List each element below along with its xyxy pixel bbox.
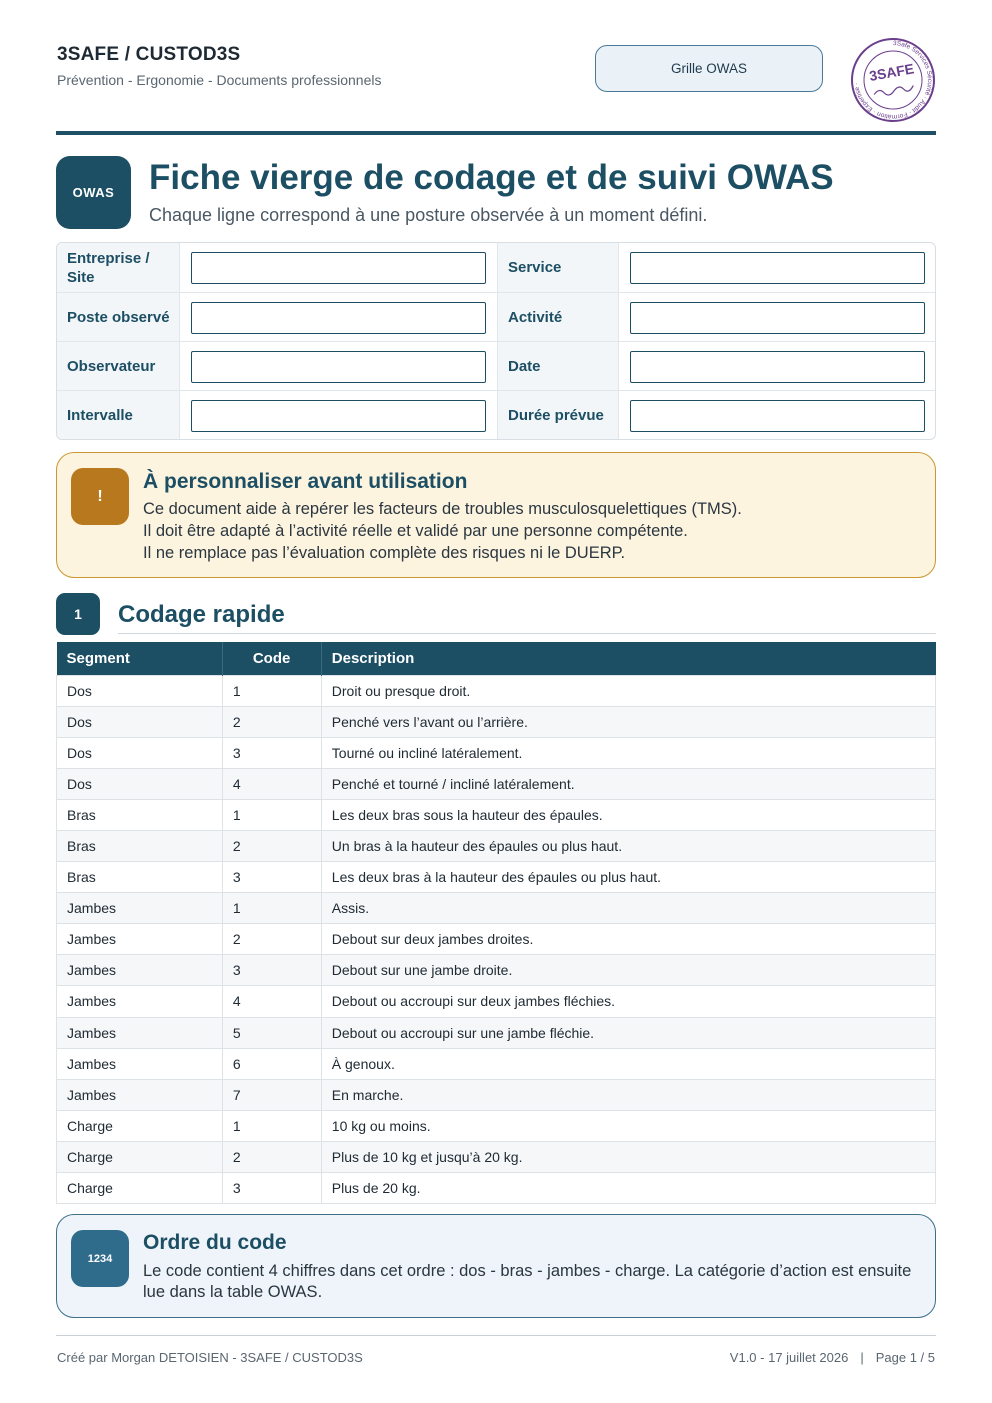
- cell-segment: Charge: [57, 1141, 223, 1172]
- form-row: [57, 390, 936, 439]
- identification-form: [56, 242, 936, 440]
- table-header-row: [57, 642, 936, 675]
- cell-code: 3: [222, 862, 321, 893]
- form-row: [57, 243, 936, 292]
- form-row: [57, 292, 936, 341]
- cell-segment: Charge: [57, 1110, 223, 1141]
- code-order-callout: [56, 1214, 936, 1318]
- field-label-intervalle: Intervalle: [57, 391, 180, 439]
- field-label-observateur: Observateur: [57, 342, 180, 390]
- table-row: [57, 1079, 936, 1110]
- cell-segment: Jambes: [57, 1079, 223, 1110]
- cell-code: 3: [222, 955, 321, 986]
- cell-description: Plus de 10 kg et jusqu’à 20 kg.: [321, 1141, 935, 1172]
- table-row: [57, 1141, 936, 1172]
- cell-description: Assis.: [321, 893, 935, 924]
- cell-code: 3: [222, 1173, 321, 1204]
- cell-segment: Bras: [57, 830, 223, 861]
- table-row: [57, 706, 936, 737]
- cell-code: 6: [222, 1048, 321, 1079]
- poste-field[interactable]: [191, 302, 486, 334]
- field-label-poste: Poste observé: [57, 293, 180, 341]
- warning-icon: !: [71, 468, 129, 525]
- field-label-duree: Durée prévue: [497, 391, 619, 439]
- cell-description: Debout ou accroupi sur une jambe fléchie.: [321, 1017, 935, 1048]
- cell-description: Penché vers l’avant ou l’arrière.: [321, 706, 935, 737]
- cell-segment: Charge: [57, 1173, 223, 1204]
- warning-line: Il ne remplace pas l’évaluation complète des risques ni le DUERP.: [143, 544, 626, 562]
- footer-separator: |: [860, 1350, 864, 1365]
- cell-segment: Dos: [57, 768, 223, 799]
- company-seal-icon: [850, 37, 936, 123]
- cell-code: 2: [222, 706, 321, 737]
- cell-segment: Bras: [57, 862, 223, 893]
- warning-line: Ce document aide à repérer les facteurs de troubles musculosquelettiques (TMS).: [143, 500, 742, 518]
- intervalle-field[interactable]: [191, 400, 486, 432]
- cell-description: Les deux bras sous la hauteur des épaules.: [321, 799, 935, 830]
- duree-field[interactable]: [630, 400, 925, 432]
- cell-description: 10 kg ou moins.: [321, 1110, 935, 1141]
- footer-version: V1.0 - 17 juillet 2026: [729, 1350, 849, 1365]
- code-order-icon: 1234: [71, 1230, 129, 1287]
- section-title: Codage rapide: [118, 601, 285, 628]
- table-row: [57, 737, 936, 768]
- document-type-pill: Grille OWAS: [595, 45, 823, 92]
- cell-code: 5: [222, 1017, 321, 1048]
- cell-code: 2: [222, 830, 321, 861]
- cell-description: Tourné ou incliné latéralement.: [321, 737, 935, 768]
- header-divider: [56, 131, 936, 135]
- coding-table: [56, 642, 936, 1204]
- column-header-code: Code: [222, 642, 321, 675]
- cell-description: Plus de 20 kg.: [321, 1173, 935, 1204]
- footer-author: Créé par Morgan DETOISIEN - 3SAFE / CUSTOD3S: [57, 1350, 363, 1365]
- code-order-title: Ordre du code: [143, 1231, 287, 1254]
- cell-code: 7: [222, 1079, 321, 1110]
- table-row: [57, 955, 936, 986]
- table-row: [57, 1017, 936, 1048]
- page-title: Fiche vierge de codage et de suivi OWAS: [149, 158, 834, 197]
- table-row: [57, 986, 936, 1017]
- table-row: [57, 799, 936, 830]
- entreprise-field[interactable]: [191, 252, 486, 284]
- table-row: [57, 862, 936, 893]
- brand-name: 3SAFE / CUSTOD3S: [57, 44, 241, 65]
- table-row: [57, 1173, 936, 1204]
- brand-block: [57, 44, 382, 88]
- column-header-segment: Segment: [57, 642, 223, 675]
- table-row: [57, 830, 936, 861]
- form-row: [57, 341, 936, 390]
- cell-description: Debout ou accroupi sur deux jambes fléchies.: [321, 986, 935, 1017]
- warning-callout: [56, 452, 936, 578]
- cell-code: 4: [222, 768, 321, 799]
- cell-segment: Jambes: [57, 924, 223, 955]
- cell-code: 4: [222, 986, 321, 1017]
- brand-subtitle: Prévention - Ergonomie - Documents professionnels: [57, 72, 382, 88]
- owas-badge: OWAS: [56, 156, 131, 229]
- cell-code: 1: [222, 1110, 321, 1141]
- cell-description: Les deux bras à la hauteur des épaules ou plus haut.: [321, 862, 935, 893]
- footer-divider: [56, 1335, 936, 1336]
- cell-code: 3: [222, 737, 321, 768]
- footer-meta: [730, 1350, 935, 1365]
- table-row: [57, 675, 936, 706]
- section-number-badge: 1: [56, 593, 100, 635]
- cell-description: Droit ou presque droit.: [321, 675, 935, 706]
- cell-description: À genoux.: [321, 1048, 935, 1079]
- section-divider: [118, 633, 936, 634]
- cell-segment: Jambes: [57, 1048, 223, 1079]
- cell-code: 1: [222, 675, 321, 706]
- warning-line: Il doit être adapté à l’activité réelle et validé par une personne compétente.: [143, 522, 688, 540]
- cell-segment: Jambes: [57, 1017, 223, 1048]
- field-label-entreprise: Entreprise / Site: [57, 243, 180, 292]
- field-label-date: Date: [497, 342, 619, 390]
- footer-page-number: Page 1 / 5: [875, 1350, 935, 1365]
- column-header-description: Description: [321, 642, 935, 675]
- cell-description: Debout sur une jambe droite.: [321, 955, 935, 986]
- cell-segment: Dos: [57, 706, 223, 737]
- cell-segment: Jambes: [57, 955, 223, 986]
- cell-description: Penché et tourné / incliné latéralement.: [321, 768, 935, 799]
- date-field[interactable]: [630, 351, 925, 383]
- cell-code: 2: [222, 1141, 321, 1172]
- activite-field[interactable]: [630, 302, 925, 334]
- table-row: [57, 893, 936, 924]
- field-label-activite: Activité: [497, 293, 619, 341]
- service-field[interactable]: [630, 252, 925, 284]
- cell-description: Un bras à la hauteur des épaules ou plus haut.: [321, 830, 935, 861]
- svg-text:3Safe Services Sécurité · Audi: 3Safe Services Sécurité · Audit · Formation · Expertise ·: [853, 39, 933, 121]
- table-body: [57, 675, 936, 1204]
- page-subtitle: Chaque ligne correspond à une posture observée à un moment défini.: [149, 205, 708, 225]
- table-row: [57, 768, 936, 799]
- table-row: [57, 1110, 936, 1141]
- cell-segment: Jambes: [57, 986, 223, 1017]
- cell-description: En marche.: [321, 1079, 935, 1110]
- cell-segment: Bras: [57, 799, 223, 830]
- warning-title: À personnaliser avant utilisation: [143, 470, 468, 493]
- table-row: [57, 924, 936, 955]
- field-label-service: Service: [497, 243, 619, 292]
- cell-segment: Dos: [57, 737, 223, 768]
- cell-segment: Dos: [57, 675, 223, 706]
- table-row: [57, 1048, 936, 1079]
- cell-segment: Jambes: [57, 893, 223, 924]
- cell-code: 1: [222, 799, 321, 830]
- cell-code: 2: [222, 924, 321, 955]
- svg-text:3SAFE: 3SAFE: [868, 60, 916, 84]
- cell-description: Debout sur deux jambes droites.: [321, 924, 935, 955]
- cell-code: 1: [222, 893, 321, 924]
- code-order-text: Le code contient 4 chiffres dans cet ordre : dos - bras - jambes - charge. La catégorie d’action est ensuite lue dans la table OWAS.: [143, 1262, 912, 1301]
- observateur-field[interactable]: [191, 351, 486, 383]
